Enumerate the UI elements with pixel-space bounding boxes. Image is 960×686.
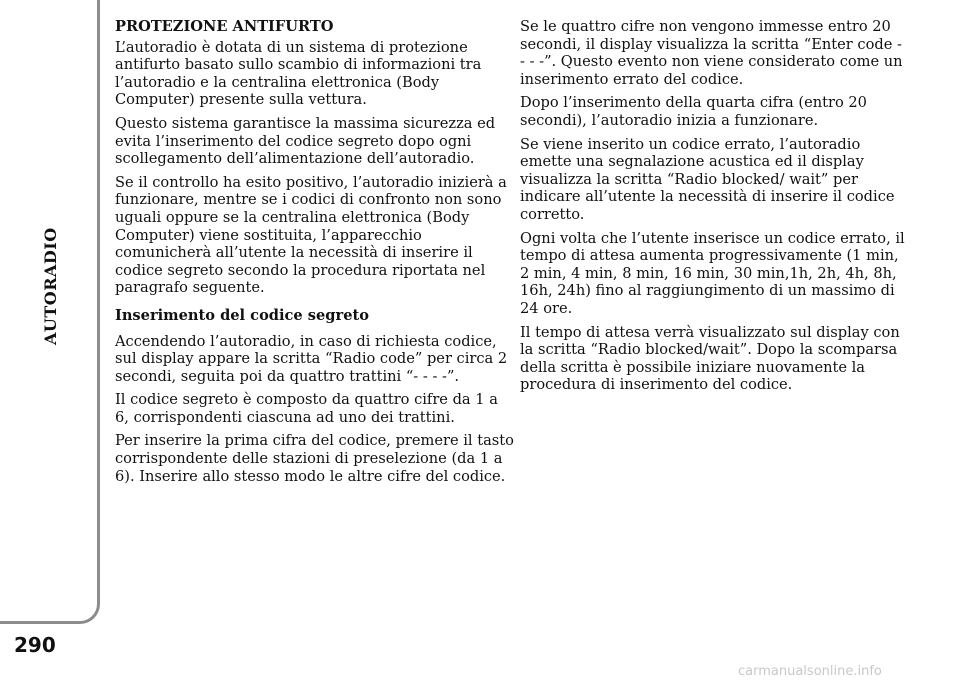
section-label: AUTORADIO <box>41 227 60 345</box>
right-column <box>520 18 908 400</box>
paragraph: Per inserire la prima cifra del codice, premere il tasto corrispondente delle stazioni di preselezione (da 1 a 6). Inserire allo stesso modo le altre cifre del codice. <box>115 432 514 485</box>
paragraph: Ogni volta che l’utente inserisce un codice errato, il tempo di attesa aumenta progressivamente (1 min, 2 min, 4 min, 8 min, 16 min, 30 min,1h, 2h, 4h, 8h, 16h, 24h) fino al raggiungimento di un massimo di 24 ore. <box>520 229 905 317</box>
paragraph: Il tempo di attesa verrà visualizzato sul display con la scritta “Radio blocked/wait”. Dopo la scomparsa della scritta è possibile iniziare nuovamente la procedura di inserimento del codice. <box>520 323 900 394</box>
paragraph: Il codice segreto è composto da quattro cifre da 1 a 6, corrispondenti ciascuna ad uno dei trattini. <box>115 391 498 426</box>
page-number: 290 <box>14 633 56 657</box>
paragraph: Accendendo l’autoradio, in caso di richiesta codice, sul display appare la scritta “Radio code” per circa 2 secondi, seguita poi da quattro trattini “- - - -”. <box>115 332 508 385</box>
paragraph: Dopo l’inserimento della quarta cifra (entro 20 secondi), l’autoradio inizia a funzionare. <box>520 94 867 129</box>
watermark: carmanualsonline.info <box>738 664 882 679</box>
subsection-title: Inserimento del codice segreto <box>115 306 369 324</box>
paragraph: Se le quattro cifre non vengono immesse entro 20 secondi, il display visualizza la scritta “Enter code - - - -”. Questo evento non viene considerato come un inserimento errato del codice. <box>520 18 903 88</box>
paragraph: Se il controllo ha esito positivo, l’autoradio inizierà a funzionare, mentre se i codici di confronto non sono uguali oppure se la centralina elettronica (Body Computer) viene sostituita, l’apparecchio comunicherà all’utente la necessità di inserire il codice segreto secondo la procedura riportata nel paragrafo seguente. <box>115 173 507 297</box>
paragraph: Se viene inserito un codice errato, l’autoradio emette una segnalazione acustica ed il display visualizza la scritta “Radio blocked/ wait” per indicare all’utente la necessità di inserire il codice corretto. <box>520 135 895 223</box>
left-column <box>115 18 515 491</box>
section-title: PROTEZIONE ANTIFURTO <box>115 18 334 35</box>
paragraph: Questo sistema garantisce la massima sicurezza ed evita l’inserimento del codice segreto dopo ogni scollegamento dell’alimentazione dell’autoradio. <box>115 114 496 168</box>
paragraph: L’autoradio è dotata di un sistema di protezione antifurto basato sullo scambio di informazioni tra l’autoradio e la centralina elettronica (Body Computer) presente sulla vettura. <box>115 38 482 109</box>
